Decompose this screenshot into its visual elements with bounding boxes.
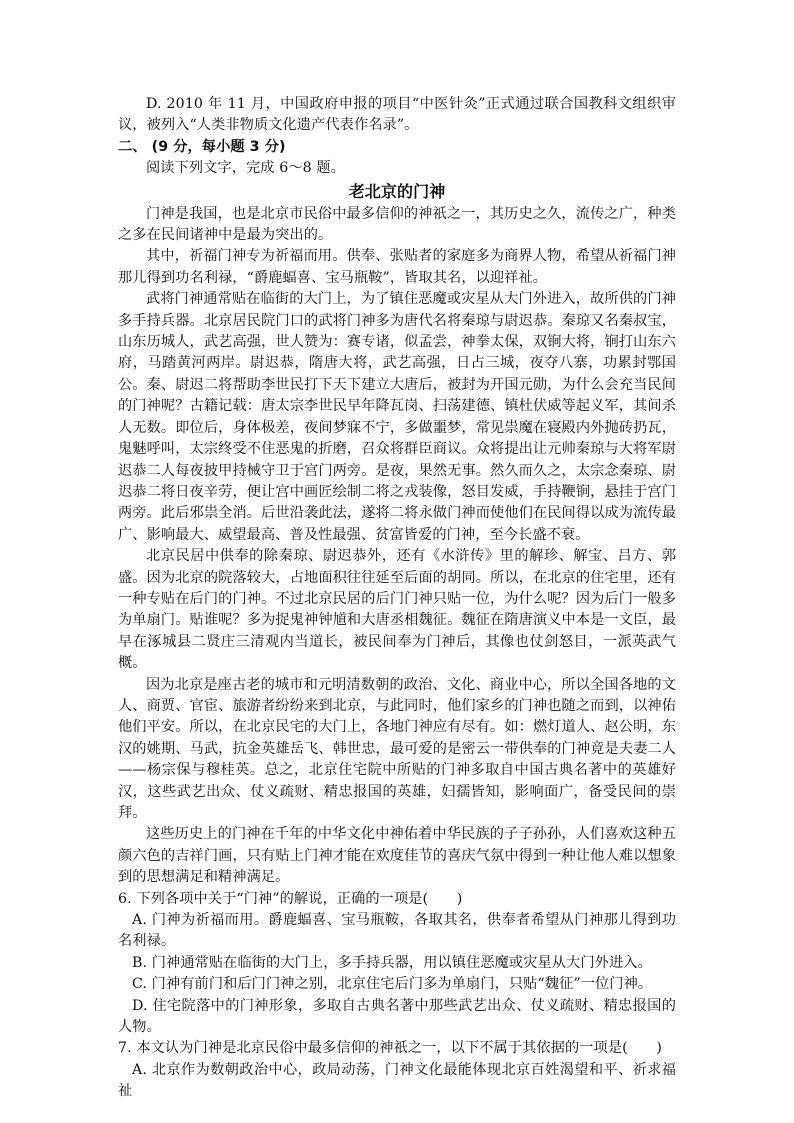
article-paragraph: 门神是我国，也是北京市民俗中最多信仰的神祇之一，其历史之久，流传之广，种类之多在民间诸神中是最为突出的。: [118, 205, 676, 244]
exam-page: [118, 94, 676, 1103]
question-stem: 7. 本文认为门神是北京民俗中最多信仰的神祇之一，以下不属于其依据的一项是( ): [118, 1040, 662, 1057]
question-option: A. 北京作为数朝政治中心，政局动荡，门神文化最能体现北京百姓渴望和平、祈求福祉: [118, 1061, 676, 1100]
article-paragraph: 北京民居中供奉的除秦琼、尉迟恭外，还有《水浒传》里的解珍、解宝、吕方、郭盛。因为北京的院落较大，占地面积往往延至后面的胡同。所以，在北京的住宅里，还有一种专贴在后门的门神。不过北京民居的后门门神只贴一位，为什么呢？因为后门一般多为单扇门。贴谁呢？多为捉鬼神钟馗和大唐丞相魏征。魏征在隋唐演义中本是一文臣，最早在涿城县二贤庄三清观内当道长，被民间奉为门神后，其像也仗剑怒目，一派英武气概。: [118, 548, 676, 672]
question-stem: 6. 下列各项中关于“门神”的解说，正确的一项是( ): [118, 890, 463, 907]
article-paragraph: 武将门神通常贴在临街的大门上，为了镇住恶魔或灾星从大门外进入，故所供的门神多手持兵器。北京居民院门口的武将门神多为唐代名将秦琼与尉迟恭。秦琼又名秦叔宝，山东历城人，武艺高强，世人赞为：赛专诸，似孟尝，神拳太保，双锏大将，锏打山东六府，马踏黄河两岸。尉迟恭，隋唐大将，武艺高强，日占三城，夜夺八寨，功累封鄂国公。秦、尉迟二将帮助李世民打下天下建立大唐后，被封为开国元勋，为什么会充当民间的门神呢？古籍记载：唐太宗李世民早年降瓦岗、扫荡建德、镇杜伏威等起义军，其间杀人无数。即位后，身体极差，夜间梦寐不宁，多做噩梦，常见祟魔在寝殿内外抛砖扔瓦，鬼魅呼叫，太宗终受不住恶鬼的折磨，召众将群臣商议。众将提出让元帅秦琼与大将军尉迟恭二人每夜披甲持械守卫于宫门两旁。是夜，果然无事。然久而久之，太宗念秦琼、尉迟恭二将日夜辛劳，便让宫中画匠绘制二将之戎装像，怒目发威，手持鞭锏，悬挂于宫门两旁。此后邪祟全消。后世沿袭此法，遂将二将永做门神而使他们在民间得以成为流传最广、影响最大、威望最高、普及性最强、贫富皆爱的门神，至今长盛不衰。: [118, 291, 676, 543]
section-heading: 二、 (9 分，每小题 3 分): [118, 138, 286, 155]
question-option: C. 门神有前门和后门门神之别，北京住宅后门多为单扇门，只贴“魏征”一位门神。: [132, 976, 653, 993]
article-paragraph: 这些历史上的门神在千年的中华文化中神佑着中华民族的子子孙孙，人们喜欢这种五颜六色的吉祥门画，只有贴上门神才能在欢度佳节的喜庆气氛中得到一种让他人难以想象到的思想满足和精神满足。: [118, 826, 676, 886]
question-option: D. 住宅院落中的门神形象，多取自古典名著中那些武艺出众、仗义疏财、精忠报国的人物。: [118, 997, 676, 1036]
question-option: A. 门神为祈福而用。爵鹿蝠喜、宝马瓶鞍，各取其名，供奉者希望从门神那儿得到功名利禄。: [118, 912, 676, 950]
question-6: [118, 889, 676, 1039]
prev-option-d: D. 2010 年 11 月，中国政府申报的项目“中医针灸”正式通过联合国教科文组织审议，被列入“人类非物质文化遗产代表作名录”。: [118, 96, 676, 134]
question-option: B. 门神通常贴在临街的大门上，多手持兵器，用以镇住恶魔或灾星从大门外进入。: [132, 954, 652, 971]
section-instruction: 阅读下列文字，完成 6～8 题。: [146, 160, 345, 177]
article-paragraph: 因为北京是座古老的城市和元明清数朝的政治、文化、商业中心，所以全国各地的文人、商贾、官宦、旅游者纷纷来到北京，与此同时，他们家乡的门神也随之而到，以神佑他们平安。所以，在北京民宅的大门上，各地门神应有尽有。如：燃灯道人、赵公明，东汉的姚期、马武，抗金英雄岳飞、韩世忠，最可爱的是密云一带供奉的门神竟是夫妻二人——杨宗保与穆桂英。总之，北京住宅院中所贴的门神多取自中国古典名著中的英雄好汉，这些武艺出众、仗义疏财、精忠报国的英雄，妇孺皆知，影响面广，备受民间的崇拜。: [118, 676, 676, 821]
article-paragraph: 其中，祈福门神专为祈福而用。供奉、张贴者的家庭多为商界人物，希望从祈福门神那儿得到功名利禄，“爵鹿蝠喜、宝马瓶鞍”，皆取其名，以迎祥祉。: [118, 248, 676, 286]
article-title: 老北京的门神: [348, 181, 446, 201]
article-body: [118, 204, 676, 889]
question-7: [118, 1038, 676, 1102]
